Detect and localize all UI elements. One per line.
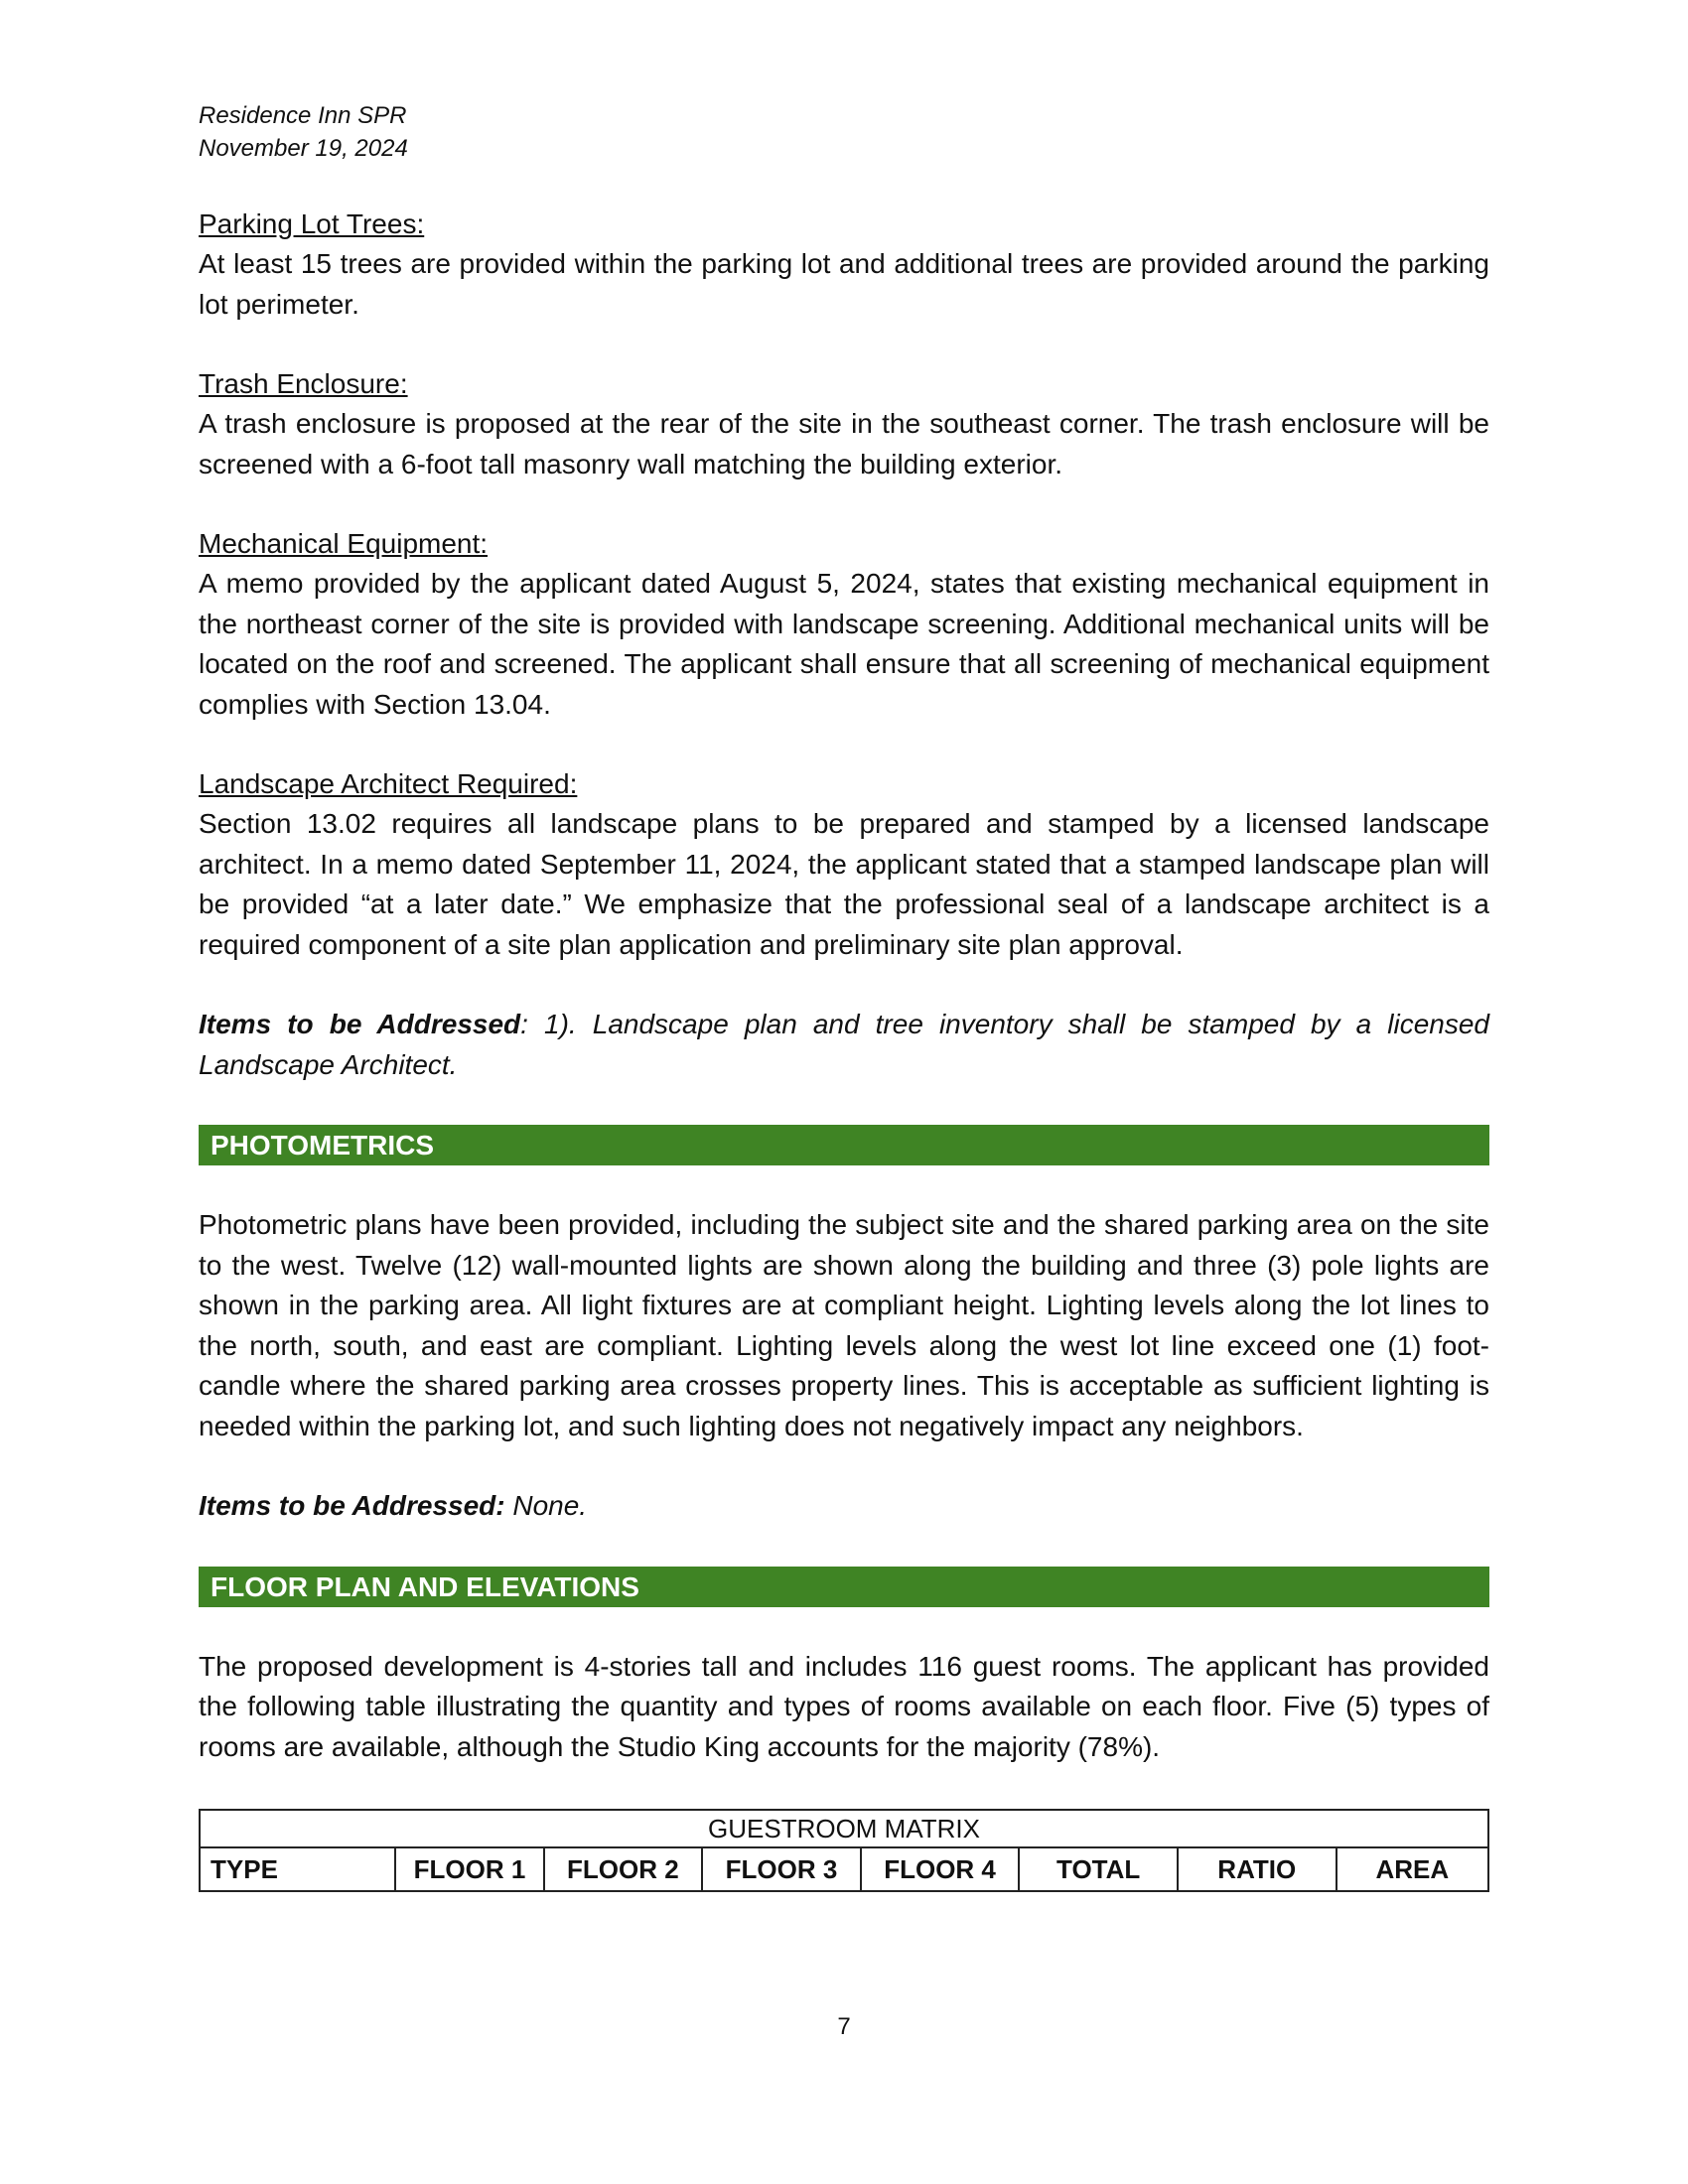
header-date: November 19, 2024 (199, 135, 408, 162)
col-floor-2: FLOOR 2 (544, 1847, 703, 1891)
table-title-row (200, 1810, 1488, 1847)
table-title: GUESTROOM MATRIX (200, 1810, 1488, 1847)
running-header (199, 99, 1489, 165)
heading-parking-lot-trees: Parking Lot Trees: (199, 208, 425, 239)
col-area: AREA (1336, 1847, 1488, 1891)
col-floor-4: FLOOR 4 (861, 1847, 1020, 1891)
col-ratio: RATIO (1178, 1847, 1336, 1891)
col-floor-3: FLOOR 3 (702, 1847, 861, 1891)
page-number: 7 (837, 2013, 851, 2040)
items-label: Items to be Addressed: (199, 1490, 505, 1521)
items-label: Items to be Addressed (199, 1009, 521, 1039)
heading-mechanical-equipment: Mechanical Equipment: (199, 528, 489, 559)
document-page (199, 99, 1489, 1892)
items-text: None. (504, 1490, 588, 1521)
para-photometrics: Photometric plans have been provided, including the subject site and the shared parking area on the site to the west. Twelve (12) wall-mounted lights are shown along the building and three (3) pole lights are shown in the parking area. All light fixtures are at compliant height. Lighting levels along the lot lines to the north, south, and east are compliant. Lighting levels along the west lot line exceed one (1) foot-candle where the shared parking area crosses property lines. This is acceptable as sufficient lighting is needed within the parking lot, and such lighting does not negatively impact any neighbors. (199, 1209, 1489, 1441)
header-project: Residence Inn SPR (199, 102, 407, 129)
guestroom-matrix-table (199, 1809, 1489, 1892)
heading-landscape-architect: Landscape Architect Required: (199, 768, 578, 799)
section-bar-floor-plan: FLOOR PLAN AND ELEVATIONS (199, 1567, 1489, 1607)
section-bar-photometrics: PHOTOMETRICS (199, 1125, 1489, 1165)
items-to-address-photometrics (199, 1486, 1489, 1527)
col-floor-1: FLOOR 1 (395, 1847, 543, 1891)
col-total: TOTAL (1019, 1847, 1178, 1891)
para-parking-lot-trees: At least 15 trees are provided within the parking lot and additional trees are provided around the parking lot perimeter. (199, 248, 1489, 320)
items-text: : 1). Landscape plan and tree inventory shall be stamped by a licensed Landscape Architect. (199, 1009, 1490, 1080)
para-floor-plan: The proposed development is 4-stories tall and includes 116 guest rooms. The applicant has provided the following table illustrating the quantity and types of rooms available on each floor. Five (5) types of rooms are available, although the Studio King accounts for the majority (78%). (199, 1650, 1489, 1762)
para-mechanical-equipment: A memo provided by the applicant dated August 5, 2024, states that existing mechanical equipment in the northeast corner of the site is provided with landscape screening. Additional mechanical units will be located on the roof and screened. The applicant shall ensure that all screening of mechanical equipment complies with Section 13.04. (199, 568, 1489, 720)
para-landscape-architect: Section 13.02 requires all landscape plans to be prepared and stamped by a licensed landscape architect. In a memo dated September 11, 2024, the applicant stated that a stamped landscape plan will be provided “at a later date.” We emphasize that the professional seal of a landscape architect is a required component of a site plan application and preliminary site plan approval. (199, 808, 1489, 960)
table-header-row (200, 1847, 1488, 1891)
heading-trash-enclosure: Trash Enclosure: (199, 368, 408, 399)
items-to-address-landscape (199, 1005, 1489, 1085)
col-type: TYPE (200, 1847, 395, 1891)
para-trash-enclosure: A trash enclosure is proposed at the rear of the site in the southeast corner. The trash enclosure will be screened with a 6-foot tall masonry wall matching the building exterior. (199, 408, 1489, 479)
